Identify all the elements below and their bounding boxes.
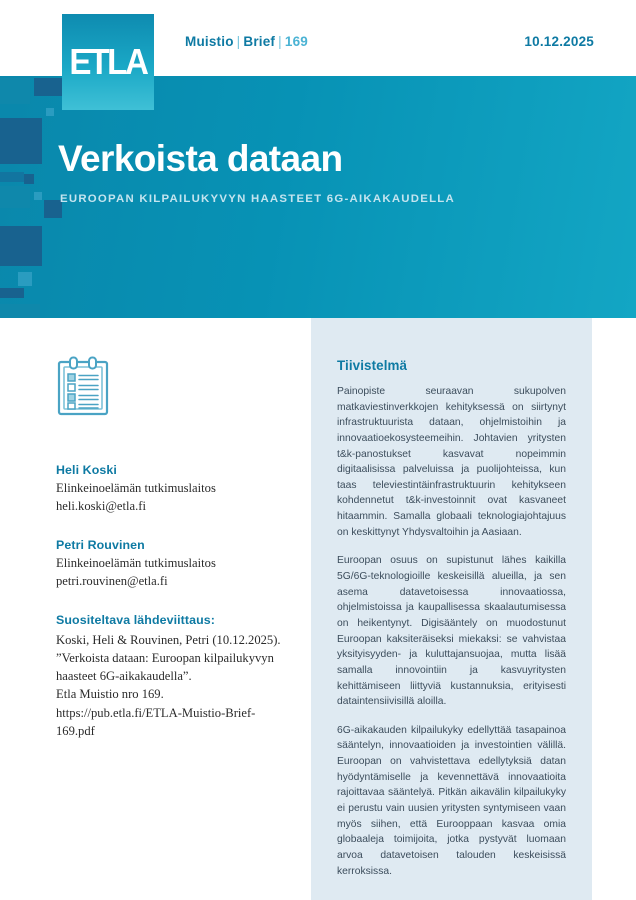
citation-block [56,613,286,741]
title-block [58,140,578,205]
citation-line: Etla Muistio nro 169. [56,687,164,702]
etla-logo[interactable] [62,14,154,110]
publication-date: 10.12.2025 [524,34,594,49]
series-secondary-label: Brief [243,34,276,49]
body-area [0,318,636,900]
series-info [185,34,308,49]
citation-line: Koski, Heli & Rouvinen, Petri (10.12.2025). [56,632,281,647]
abstract-paragraph: 6G-aikakauden kilpailukyky edellyttää tasapainoa sääntelyn, innovaatioiden ja investointien välillä. Euroopan on vahvistettava edellytyksiä datan hyödyntämiselle ja kevennettävä innovaatioita rajoittavaa sääntelyä. Pitkän aikavälin kilpailukyky ei perustu vain uusien yritysten syntymiseen vaan myös siihen, että Eurooppaan kasvaa omia globaaleja toimijoita, jotka pystyvät luomaan arvoa datavetoisen talouden keskeisissä kerroksissa. [337,724,566,877]
author-affiliation: Elinkeinoelämän tutkimuslaitos [56,555,216,570]
author-email[interactable]: petri.rouvinen@etla.fi [56,573,168,588]
author-entry [56,538,286,591]
author-name: Petri Rouvinen [56,537,145,552]
abstract-paragraph: Painopiste seuraavan sukupolven matkaviestinverkkojen kehityksessä on siirtynyt infrastruktuurista dataan, ohjelmistoihin ja innovaatioekosysteemeihin. Johtavien yritysten t&k-panostukset kasvavat nopeimmin digitaalisissa palveluissa ja puolijohteissa, kun taas televiestintäinfrastruktuurin kehitykseen kohdennetut t&k-investoinnit ovat kasvaneet hitaammin. Samalla globaali teknologiajohtajuus on keskittynyt Yhdysvaltoihin ja Aasiaan. [337,386,566,538]
series-number: 169 [284,34,308,49]
abstract-paragraph: Euroopan osuus on supistunut lähes kaikilla 5G/6G-teknologioille keskeisillä alueilla, ja sen asema datavetoisessa innovaatiossa, ohjelmistoissa ja kaupallisessa skaalautumisessa on heikentynyt. Digisääntely on muodostunut Euroopan kaksiteräiseksi miekaksi: se vahvistaa yksityisyyden- ja kuluttajansuojaa, mutta lisää samalla innovointiin ja kasvuyritysten kehittämiseen liittyviä kustannuksia, erityisesti dataintensiivisillä aloilla. [337,555,566,708]
page-title: Verkoista dataan [58,138,343,179]
citation-line: ”Verkoista dataan: Euroopan kilpailukyvyn [56,650,274,665]
decorative-squares-pattern [0,76,58,318]
abstract-panel [311,318,592,900]
citation-url[interactable]: https://pub.etla.fi/ETLA-Muistio-Brief-169.pdf [56,705,256,738]
series-separator-2: | [278,34,282,49]
author-email[interactable]: heli.koski@etla.fi [56,498,146,513]
abstract-title: Tiivistelmä [337,358,408,373]
page-subtitle: EUROOPAN KILPAILUKYVYN HAASTEET 6G-AIKAKAUDELLA [60,192,455,205]
author-name: Heli Koski [56,463,117,477]
citation-heading: Suositeltava lähdeviittaus: [56,612,216,627]
left-column [56,356,286,740]
clipboard-checklist-icon [56,356,286,423]
etla-logo-text: ETLA [69,41,147,82]
series-primary-label: Muistio [185,34,234,49]
author-affiliation: Elinkeinoelämän tutkimuslaitos [56,481,216,495]
series-separator-1: | [236,34,241,49]
author-entry [56,463,286,516]
citation-line: haasteet 6G-aikakaudella”. [56,669,192,683]
